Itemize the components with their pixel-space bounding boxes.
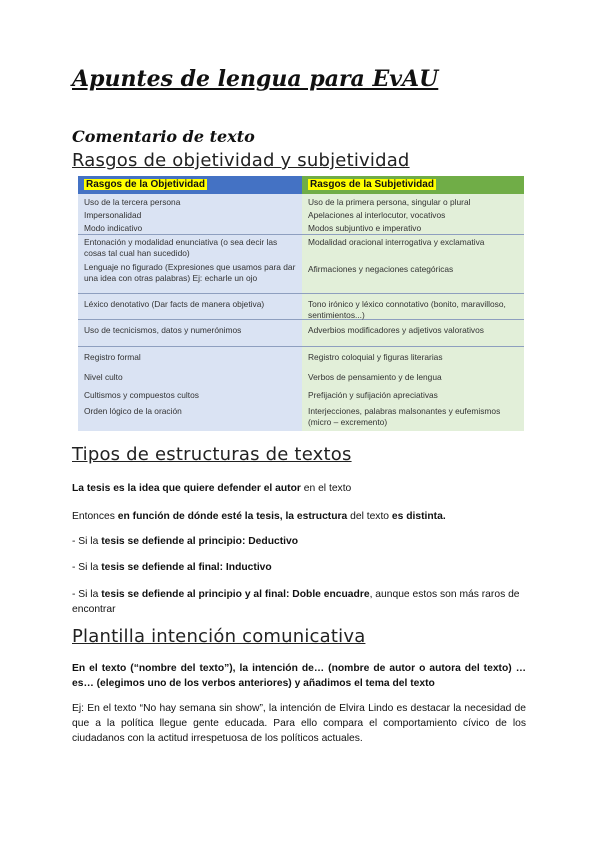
heading-rasgos: Rasgos de objetividad y subjetividad: [72, 150, 410, 171]
doble-encuadre-item: [72, 587, 526, 617]
subjetividad-item: Uso de la primera persona, singular o plural: [308, 197, 471, 207]
subjetividad-item: Modalidad oracional interrogativa y exclamativa: [308, 237, 485, 247]
text-span: - Si la: [72, 562, 102, 573]
subjetividad-item: Modos subjuntivo e imperativo: [308, 223, 422, 233]
objetividad-item: Nivel culto: [84, 372, 123, 382]
plantilla-example: Ej: En el texto “No hay semana sin show”, la intención de Elvira Lindo es destacar la necesidad de que a la política llegue gente educada. Para ello compara el comportamiento cívico de los ciudadanos con la actitud irrespetuosa de los políticos actuales.: [72, 703, 526, 744]
objetividad-item: Modo indicativo: [84, 223, 143, 233]
text-span: - Si la: [72, 589, 102, 600]
deductivo-item: [72, 534, 526, 549]
objetividad-header: [78, 176, 302, 194]
objetividad-item: Impersonalidad: [84, 210, 142, 220]
tesis-definition-rest: en el texto: [300, 483, 352, 494]
objetividad-item: Orden lógico de la oración: [84, 406, 182, 416]
subjetividad-header-label: Rasgos de la Subjetividad: [310, 179, 434, 190]
text-span: , aunque estos son más raros de encontrar: [72, 589, 520, 615]
row-divider: [78, 234, 524, 235]
row-divider: [78, 293, 524, 294]
heading-plantilla: Plantilla intención comunicativa: [72, 626, 366, 647]
subjetividad-item: Registro coloquial y figuras literarias: [308, 352, 443, 362]
heading-tipos: Tipos de estructuras de textos: [72, 444, 352, 465]
rasgos-table: [78, 176, 524, 431]
plantilla-template: En el texto (“nombre del texto”), la intención de… (nombre de autor o autora del texto) …es… (elegimos uno de los verbos anteriores) y añadimos el tema del texto: [72, 663, 526, 689]
objetividad-item: Entonación y modalidad enunciativa (o sea decir las cosas tal cual han sucedido): [84, 237, 278, 258]
subjetividad-item: Adverbios modificadores y adjetivos valorativos: [308, 325, 484, 335]
objetividad-item: Registro formal: [84, 352, 141, 362]
text-bold: es distinta.: [391, 511, 446, 522]
objetividad-item: Lenguaje no figurado (Expresiones que usamos para dar una idea con otras palabras) Ej: echarle un ojo: [84, 262, 296, 283]
subjetividad-item: Verbos de pensamiento y de lengua: [308, 372, 442, 382]
text-span: Entonces: [72, 511, 118, 522]
objetividad-item: Uso de tecnicismos, datos y numerónimos: [84, 325, 242, 335]
row-divider: [78, 346, 524, 347]
objetividad-header-label: Rasgos de la Objetividad: [86, 179, 205, 190]
subjetividad-item: Interjecciones, palabras malsonantes y eufemismos (micro – excremento): [308, 406, 501, 427]
tesis-definition: [72, 481, 526, 496]
subjetividad-header: [302, 176, 524, 194]
text-bold: tesis se defiende al final: Inductivo: [101, 562, 272, 573]
page-title: Apuntes de lengua para EvAU: [72, 66, 439, 92]
tesis-definition-bold: La tesis es la idea que quiere defender el autor: [72, 483, 301, 494]
estructura-paragraph: [72, 509, 526, 524]
subjetividad-item: Apelaciones al interlocutor, vocativos: [308, 210, 446, 220]
text-bold: en función de dónde esté la tesis, la estructura: [117, 511, 348, 522]
text-bold: tesis se defiende al principio: Deductivo: [101, 536, 299, 547]
section-title: Comentario de texto: [72, 127, 255, 146]
text-span: - Si la: [72, 536, 102, 547]
subjetividad-item: Prefijación y sufijación apreciativas: [308, 390, 438, 400]
subjetividad-item: Tono irónico y léxico connotativo (bonito, maravilloso, sentimientos...): [308, 299, 506, 320]
objetividad-item: Uso de la tercera persona: [84, 197, 181, 207]
text-span: del texto: [347, 511, 392, 522]
objetividad-item: Cultismos y compuestos cultos: [84, 390, 199, 400]
text-bold: tesis se defiende al principio y al final: Doble encuadre: [101, 589, 370, 600]
objetividad-item: Léxico denotativo (Dar facts de manera objetiva): [84, 299, 265, 309]
subjetividad-item: Afirmaciones y negaciones categóricas: [308, 264, 454, 274]
inductivo-item: [72, 560, 526, 575]
